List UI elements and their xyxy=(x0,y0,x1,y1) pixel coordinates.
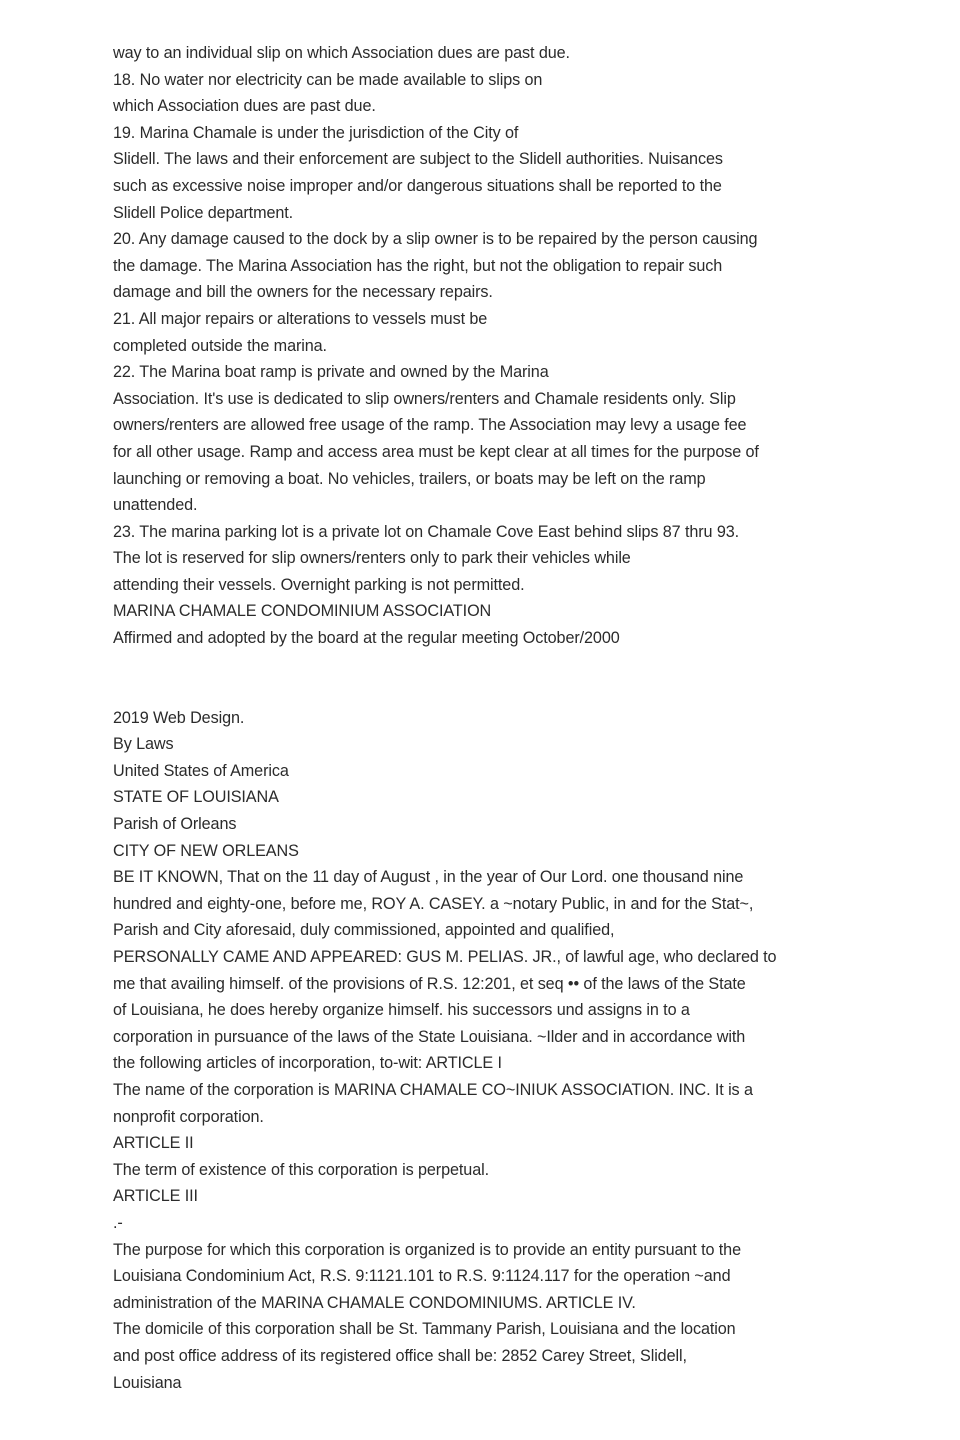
text-line: Louisiana Condominium Act, R.S. 9:1121.101 to R.S. 9:1124.117 for the operation ~and xyxy=(113,1267,731,1286)
text-line: me that availing himself. of the provisions of R.S. 12:201, et seq •• of the laws of the State xyxy=(113,974,746,993)
text-line: The domicile of this corporation shall be St. Tammany Parish, Louisiana and the location xyxy=(113,1320,736,1339)
text-line: the damage. The Marina Association has the right, but not the obligation to repair such xyxy=(113,256,723,275)
text-line: CITY OF NEW ORLEANS xyxy=(113,841,299,860)
text-line: the following articles of incorporation, to-wit: ARTICLE I xyxy=(113,1054,502,1073)
text-line: attending their vessels. Overnight parking is not permitted. xyxy=(113,575,525,594)
text-line: STATE OF LOUISIANA xyxy=(113,788,279,807)
text-line: for all other usage. Ramp and access area must be kept clear at all times for the purpose of xyxy=(113,442,759,461)
text-line: 21. All major repairs or alterations to vessels must be xyxy=(113,309,488,328)
text-line: The purpose for which this corporation is organized is to provide an entity pursuant to the xyxy=(113,1240,741,1259)
marina-rules-section xyxy=(113,40,853,652)
text-line: The name of the corporation is MARINA CHAMALE CO~INIUK ASSOCIATION. INC. It is a xyxy=(113,1080,753,1099)
text-line: The term of existence of this corporation is perpetual. xyxy=(113,1160,489,1179)
text-line: unattended. xyxy=(113,496,198,515)
text-line: 20. Any damage caused to the dock by a slip owner is to be repaired by the person causing xyxy=(113,230,758,249)
text-line: 23. The marina parking lot is a private lot on Chamale Cove East behind slips 87 thru 93. xyxy=(113,522,740,541)
text-line: completed outside the marina. xyxy=(113,336,327,355)
text-line: of Louisiana, he does hereby organize himself. his successors und assigns in to a xyxy=(113,1001,690,1020)
text-line: way to an individual slip on which Association dues are past due. xyxy=(113,44,570,62)
text-line: administration of the MARINA CHAMALE CONDOMINIUMS. ARTICLE IV. xyxy=(113,1293,636,1312)
text-line: 22. The Marina boat ramp is private and owned by the Marina xyxy=(113,363,549,382)
text-line: Parish and City aforesaid, duly commissioned, appointed and qualified, xyxy=(113,921,615,940)
text-line: .- xyxy=(113,1213,123,1232)
adoption-note: Affirmed and adopted by the board at the regular meeting October/2000 xyxy=(113,629,620,648)
text-line: Louisiana xyxy=(113,1373,182,1392)
section-spacer xyxy=(113,652,853,705)
text-line: Association. It's use is dedicated to slip owners/renters and Chamale residents only. Slip xyxy=(113,389,736,408)
text-line: BE IT KNOWN, That on the 11 day of August , in the year of Our Lord. one thousand nine xyxy=(113,868,744,887)
text-line: Slidell Police department. xyxy=(113,203,294,222)
text-line: PERSONALLY CAME AND APPEARED: GUS M. PELIAS. JR., of lawful age, who declared to xyxy=(113,948,777,966)
document-page xyxy=(113,40,853,1396)
article-heading: ARTICLE II xyxy=(113,1134,194,1153)
text-line: United States of America xyxy=(113,761,289,780)
text-line: nonprofit corporation. xyxy=(113,1107,264,1126)
text-line: launching or removing a boat. No vehicles, trailers, or boats may be left on the ramp xyxy=(113,469,706,488)
association-name: MARINA CHAMALE CONDOMINIUM ASSOCIATION xyxy=(113,602,492,621)
text-line: The lot is reserved for slip owners/renters only to park their vehicles while xyxy=(113,549,631,568)
article-heading: ARTICLE III xyxy=(113,1187,198,1206)
text-line: hundred and eighty-one, before me, ROY A. CASEY. a ~notary Public, in and for the Stat~, xyxy=(113,894,754,913)
bylaws-heading: By Laws xyxy=(113,735,174,754)
web-design-note: 2019 Web Design. xyxy=(113,708,245,727)
text-line: corporation in pursuance of the laws of the State Louisiana. ~Ilder and in accordance with xyxy=(113,1027,746,1046)
text-line: Parish of Orleans xyxy=(113,815,237,834)
bylaws-section xyxy=(113,705,853,1396)
text-line: which Association dues are past due. xyxy=(113,97,376,116)
text-line: and post office address of its registered office shall be: 2852 Carey Street, Slidell, xyxy=(113,1346,687,1365)
text-line: Slidell. The laws and their enforcement are subject to the Slidell authorities. Nuisances xyxy=(113,150,723,169)
text-line: such as excessive noise improper and/or dangerous situations shall be reported to the xyxy=(113,176,722,195)
text-line: damage and bill the owners for the necessary repairs. xyxy=(113,283,493,302)
text-line: 18. No water nor electricity can be made available to slips on xyxy=(113,70,543,89)
text-line: 19. Marina Chamale is under the jurisdiction of the City of xyxy=(113,123,519,142)
text-line: owners/renters are allowed free usage of the ramp. The Association may levy a usage fee xyxy=(113,416,747,435)
